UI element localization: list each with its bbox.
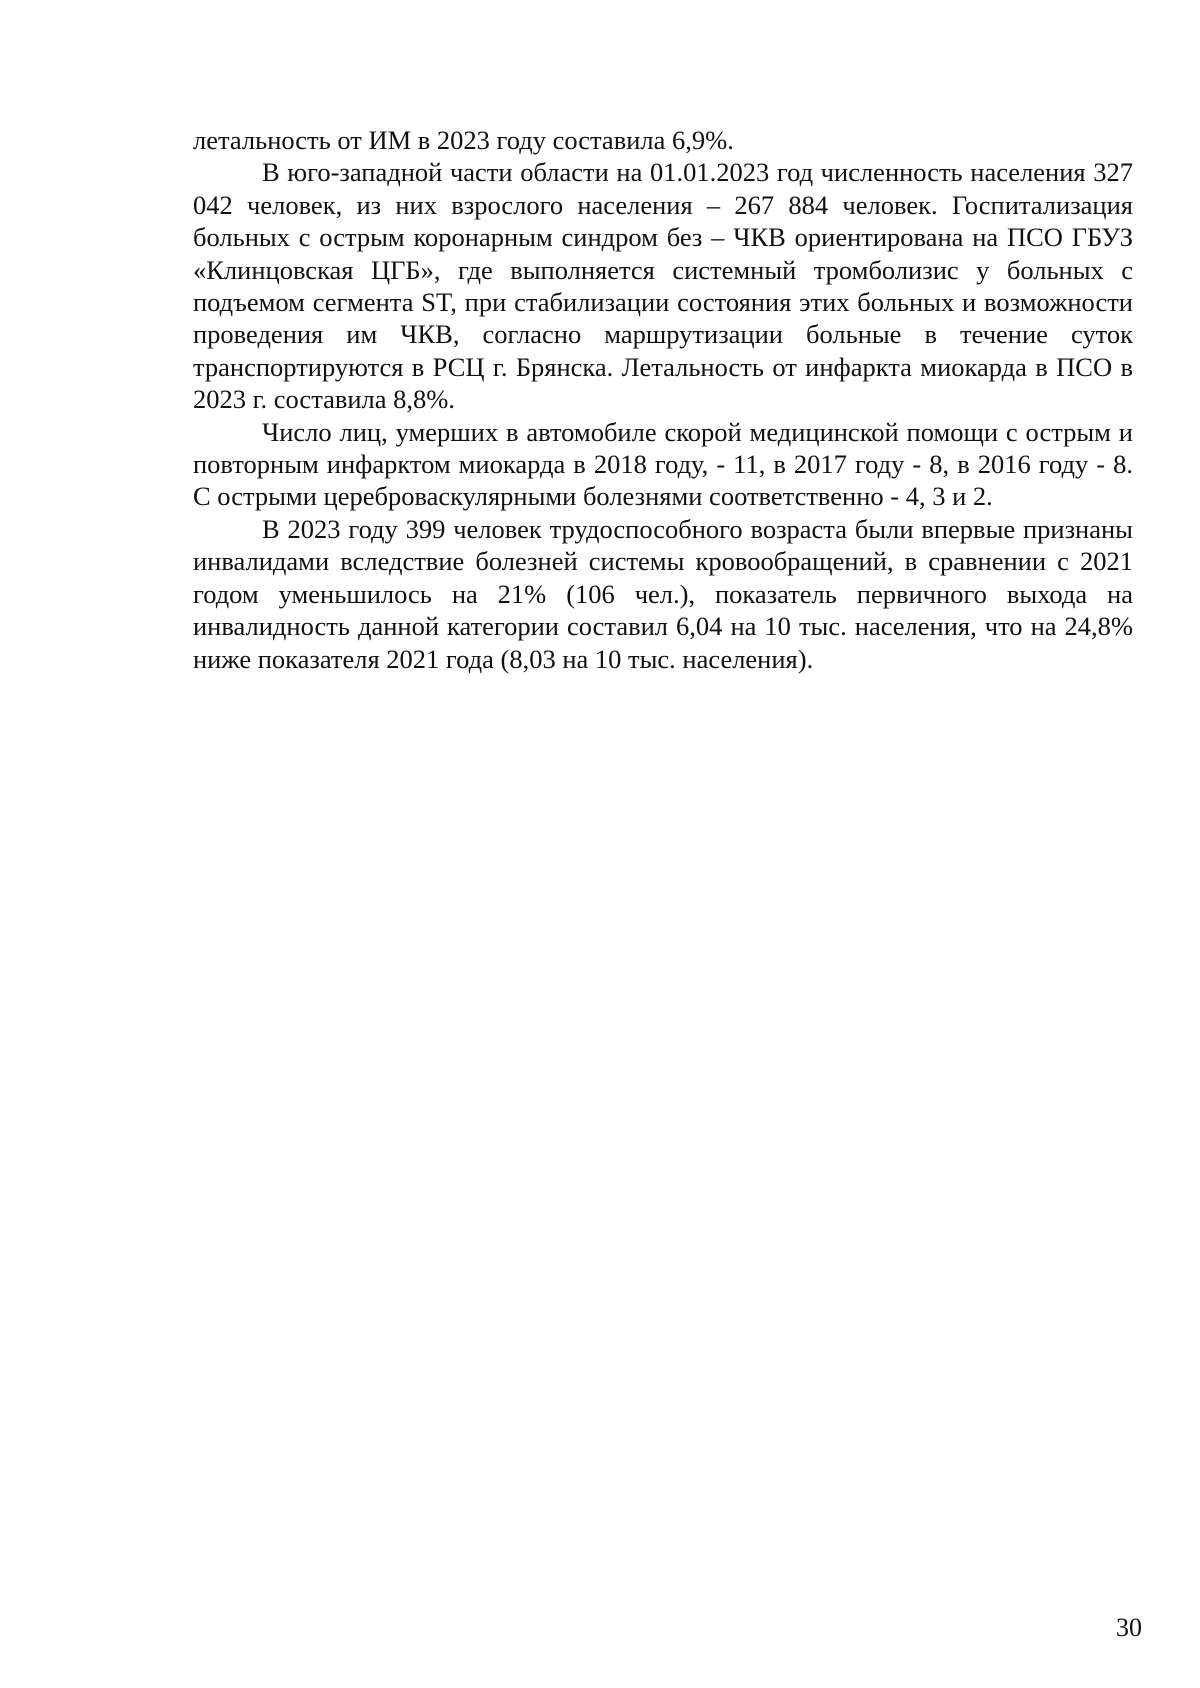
page-number: 30	[1116, 1613, 1142, 1642]
paragraph-mortality-continuation: летальность от ИМ в 2023 году составила 6,9%.	[193, 125, 734, 155]
paragraph-ambulance-deaths: Число лиц, умерших в автомобиле скорой медицинской помощи с острым и повторным инфарктом миокарда в 2018 году, - 11, в 2017 году - 8, в 2016 году - 8. С острыми цереброваскулярными болезнями соответственно - 4, 3 и 2.	[193, 416, 1133, 512]
paragraph-southwest-region: В юго-западной части области на 01.01.2023 год численность населения 327 042 человек, из них взрослого населения – 267 884 человек. Госпитализация больных с острым коронарным синдром без – ЧКВ ориентирована на ПСО ГБУЗ «Клинцовская ЦГБ», где выполняется системный тромболизис у больных с подъемом сегмента ST, при стабилизации состояния этих больных и возможности проведения им ЧКВ, согласно маршрутизации больные в течение суток транспортируются в РСЦ г. Брянска. Летальность от инфаркта миокарда в ПСО в 2023 г. составила 8,8%.	[193, 157, 1133, 415]
body-text	[193, 124, 1133, 675]
paragraph-disability: В 2023 году 399 человек трудоспособного возраста были впервые признаны инвалидами вследствие болезней системы кровообращений, в сравнении с 2021 годом уменьшилось на 21% (106 чел.), показатель первичного выхода на инвалидность данной категории составил 6,04 на 10 тыс. населения, что на 24,8% ниже показателя 2021 года (8,03 на 10 тыс. населения).	[193, 513, 1133, 674]
